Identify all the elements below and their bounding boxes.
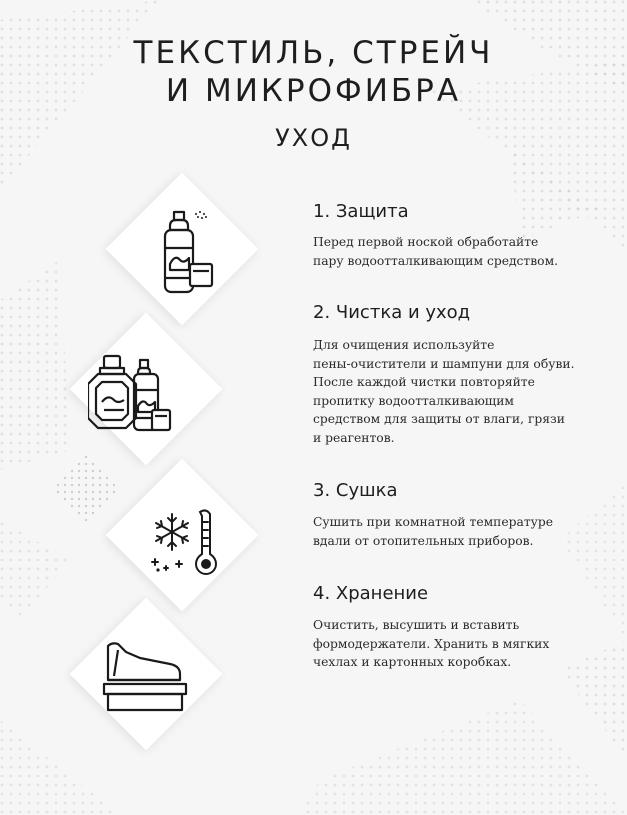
step4-text: Очистить, высушить и вставить формодержатели. Хранить в мягких чехлах и картонных коробках.	[313, 618, 550, 669]
step3-title: 3. Сушка	[313, 480, 398, 501]
step2-title: 2. Чистка и уход	[313, 302, 471, 323]
step1-title: 1. Защита	[313, 201, 409, 222]
cleaning-products-icon	[88, 350, 188, 440]
spray-can-icon	[150, 206, 220, 296]
snowflake-thermometer-icon	[148, 508, 224, 578]
step3-text: Сушить при комнатной температуре вдали от отопительных приборов.	[313, 515, 554, 548]
shoe-box-icon	[100, 636, 190, 712]
page-title	[0, 34, 627, 110]
page-subtitle: УХОД	[275, 124, 352, 152]
step1-text: Перед первой ноской обработайте пару водоотталкивающим средством.	[313, 235, 559, 268]
step2-text: Для очищения используйте пены-очистители и шампуни для обуви. После каждой чистки повторяйте пропитку водоотталкивающим средством для защиты от влаги, грязи и реагентов.	[313, 338, 575, 445]
step4-title: 4. Хранение	[313, 583, 429, 604]
title-text: ТЕКСТИЛЬ, СТРЕЙЧ И МИКРОФИБРА	[133, 35, 494, 109]
